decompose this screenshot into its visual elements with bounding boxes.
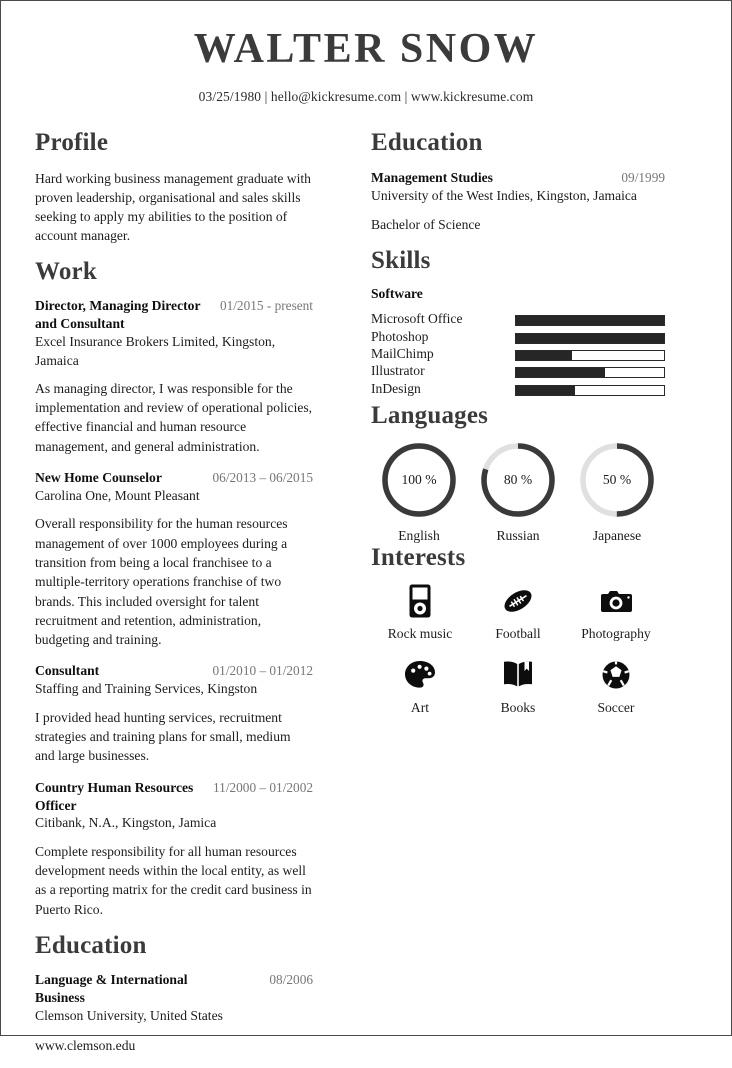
palette-icon (371, 658, 469, 692)
skill-name: Microsoft Office (371, 311, 463, 327)
education-entry-org: Clemson University, United States (35, 1008, 223, 1024)
soccer-ball-icon (567, 658, 665, 692)
interest-label: Soccer (597, 699, 635, 715)
interest-label: Football (495, 625, 541, 641)
skill-name: InDesign (371, 380, 421, 396)
skill-name: Photoshop (371, 328, 429, 344)
education-entry-title: Management Studies (371, 169, 493, 185)
skill-name: MailChimp (371, 346, 434, 361)
language-name: Russian (496, 528, 540, 544)
interest-label: Rock music (387, 625, 453, 641)
education-entry-head (35, 971, 313, 1007)
skills-subheading: Software (371, 286, 423, 302)
education-entry-head (371, 169, 665, 187)
language-item (470, 441, 566, 544)
music-player-icon (371, 584, 469, 618)
section-heading-work: Work (35, 257, 97, 285)
education-entry (371, 169, 665, 234)
work-entry-date: 01/2015 - present (219, 298, 313, 314)
work-entry-org: Excel Insurance Brokers Limited, Kingston, Jamaica (35, 334, 276, 368)
skill-bar (515, 367, 665, 378)
work-entry-org: Carolina One, Mount Pleasant (35, 487, 200, 503)
language-percent: 100 % (401, 472, 437, 488)
resume-header (1, 1, 731, 105)
interest-label: Photography (581, 625, 651, 641)
contact-line: 03/25/1980 | hello@kickresume.com | www.kickresume.com (198, 89, 534, 105)
work-entry-head (35, 779, 313, 815)
language-donut (380, 441, 458, 519)
work-entry-title: Consultant (35, 663, 100, 679)
education-entry-org: University of the West Indies, Kingston, Jamaica (371, 187, 637, 203)
interest-item (469, 584, 567, 642)
content-columns (1, 129, 731, 1068)
work-entry-desc: Overall responsibility for the human resources management of over 1000 employees during a transition from being a local franchisee to a multiple-territory operations franchise of two brands. This included oversight for talent recruitment and retention, administration, budgeting and training. (35, 516, 288, 648)
skill-bar-column (515, 310, 665, 401)
education-entry-link[interactable]: www.clemson.edu (35, 1037, 136, 1053)
work-entry-title: Director, Managing Director and Consultant (35, 298, 201, 332)
education-entry-degree: Bachelor of Science (371, 216, 481, 232)
skill-bar (515, 333, 665, 344)
work-entry-date: 11/2000 – 01/2002 (213, 779, 313, 795)
section-heading-skills: Skills (371, 246, 431, 274)
language-percent: 80 % (503, 472, 533, 488)
education-entry (35, 971, 313, 1054)
section-heading-education-left: Education (35, 931, 147, 959)
book-icon (469, 658, 567, 692)
interest-item (469, 658, 567, 716)
work-entry (35, 297, 313, 456)
section-heading-profile: Profile (35, 129, 109, 157)
football-icon (469, 584, 567, 618)
work-entry-desc: As managing director, I was responsible for the implementation and review of operational policies, effective financial and human resource management, and general administration. (35, 380, 313, 454)
language-percent: 50 % (602, 472, 632, 488)
work-entry-desc: Complete responsibility for all human resources development needs within the local entity, as well as a reporting matrix for the credit card business in Puerto Rico. (35, 843, 312, 917)
language-name: English (398, 528, 440, 544)
work-entry (35, 779, 313, 919)
section-heading-interests: Interests (371, 544, 466, 572)
work-entry-title: New Home Counselor (35, 470, 162, 486)
work-entry-title: Country Human Resources Officer (35, 779, 194, 813)
work-entry-org: Staffing and Training Services, Kingston (35, 681, 258, 697)
work-entry-org: Citibank, N.A., Kingston, Jamica (35, 815, 217, 831)
skill-bar (515, 385, 665, 396)
skill-name-column (371, 310, 511, 396)
language-donut (578, 441, 656, 519)
work-entry (35, 469, 313, 649)
education-entry-title: Language & International Business (35, 972, 188, 1006)
interest-item (567, 658, 665, 716)
language-name: Japanese (592, 528, 642, 544)
work-entry-head (35, 469, 313, 487)
section-heading-languages: Languages (371, 401, 489, 429)
profile-text: Hard working business management graduate with proven leadership, organisational and sales skills seeking to apply my abilities to the position of account manager. (35, 170, 311, 244)
interest-label: Art (410, 699, 430, 715)
skills-list (371, 310, 665, 401)
language-item (569, 441, 665, 544)
page-title: WALTER SNOW (193, 26, 539, 72)
education-entry-date: 09/1999 (621, 169, 665, 185)
skill-bar (515, 315, 665, 326)
interest-item (371, 584, 469, 642)
interests-list (371, 584, 665, 732)
work-entry-date: 01/2010 – 01/2012 (212, 663, 313, 679)
right-column (335, 129, 665, 1068)
work-entry-head (35, 662, 313, 680)
section-heading-education-right: Education (371, 129, 483, 157)
work-entry-head (35, 297, 313, 333)
language-donut (479, 441, 557, 519)
language-item (371, 441, 467, 544)
left-column (35, 129, 335, 1068)
education-entry-date: 08/2006 (269, 972, 313, 988)
interest-item (371, 658, 469, 716)
skill-bar (515, 350, 665, 361)
interest-label: Books (500, 699, 536, 715)
languages-list (371, 441, 665, 544)
work-entry (35, 662, 313, 765)
camera-icon (567, 584, 665, 618)
interest-item (567, 584, 665, 642)
skill-name: Illustrator (371, 363, 425, 379)
work-entry-date: 06/2013 – 06/2015 (212, 470, 313, 486)
work-entry-desc: I provided head hunting services, recruitment strategies and training plans for small, medium and large businesses. (35, 709, 291, 764)
